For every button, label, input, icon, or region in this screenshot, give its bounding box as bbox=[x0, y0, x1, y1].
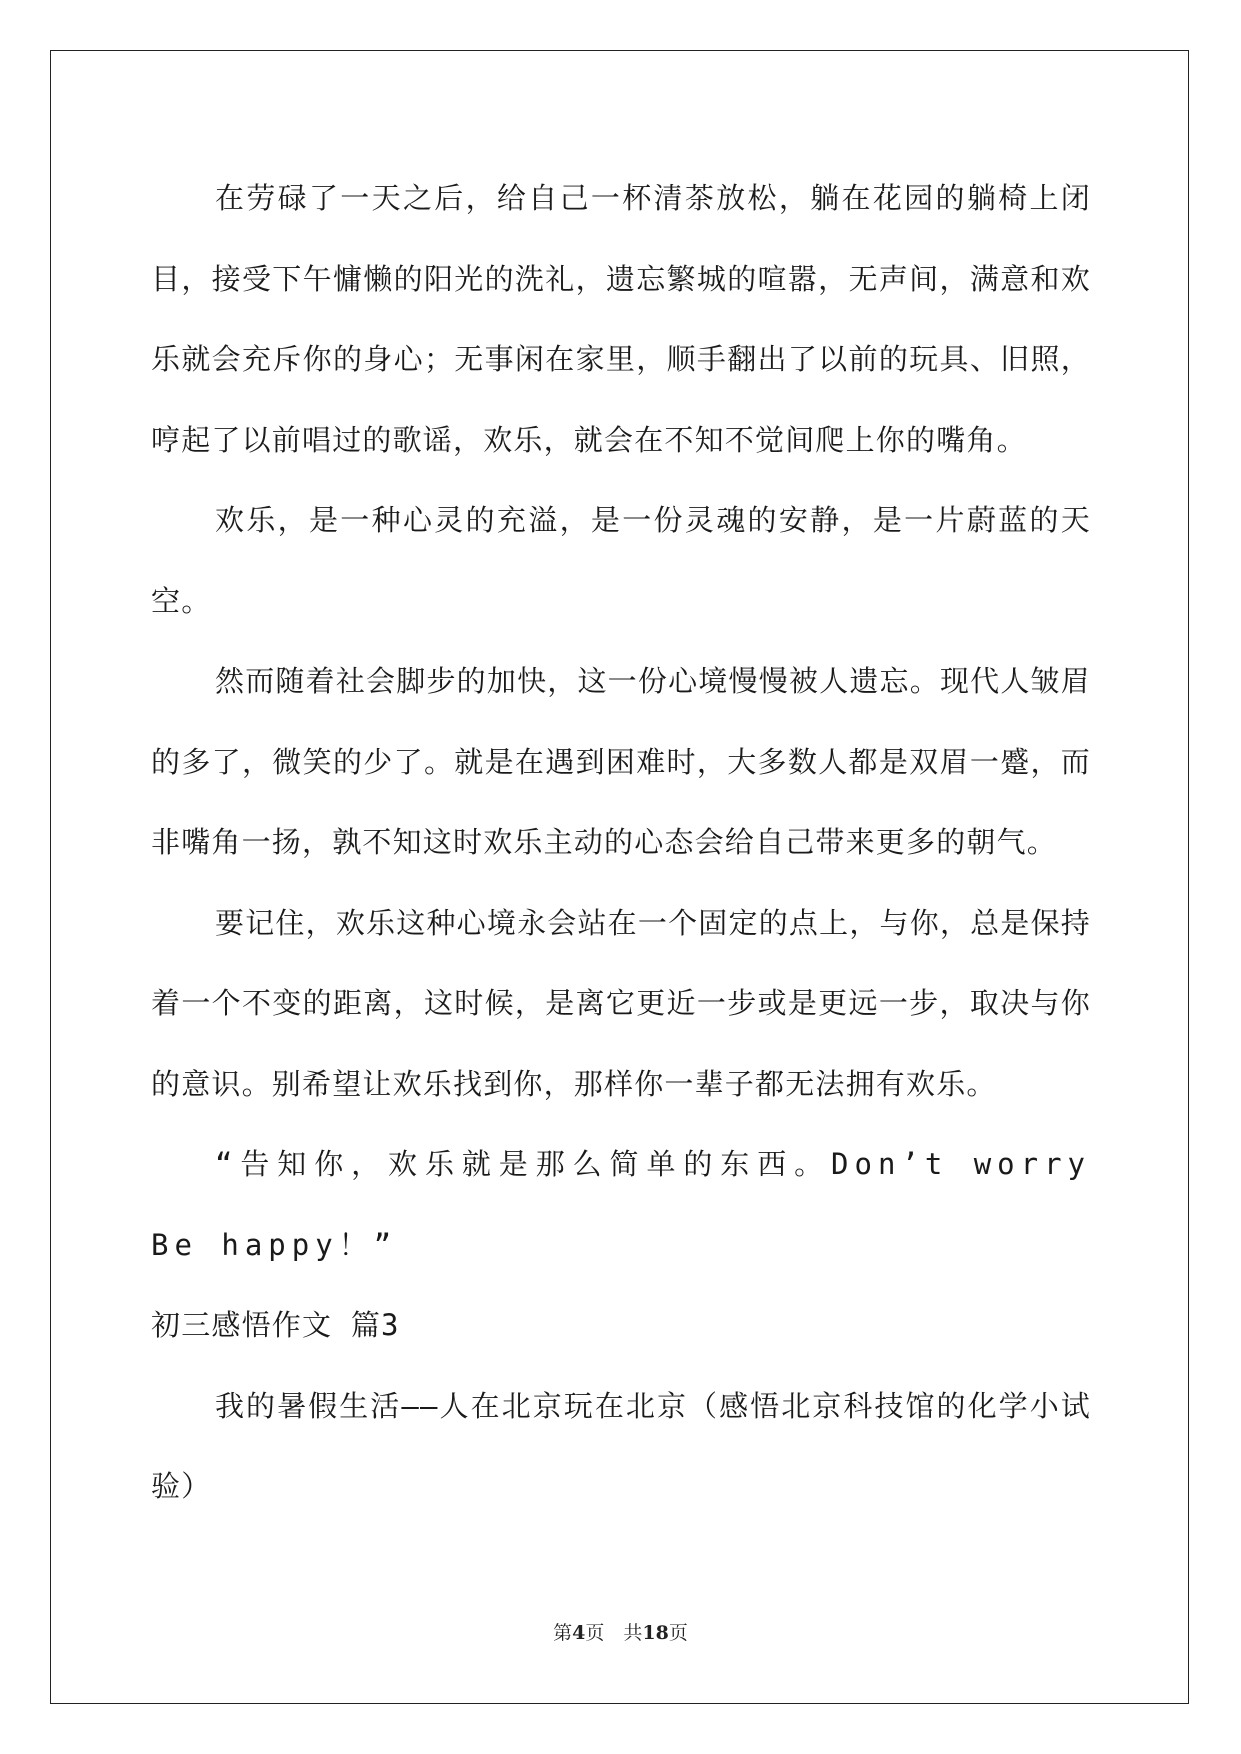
footer-total-pages: 18 bbox=[642, 1622, 669, 1644]
page-footer bbox=[0, 1618, 1241, 1645]
paragraph-3: 然而随着社会脚步的加快，这一份心境慢慢被人遗忘。现代人皱眉的多了，微笑的少了。就是在遇到困难时，大多数人都是双眉一蹙，而非嘴角一扬，孰不知这时欢乐主动的心态会给自己带来更多的朝气。 bbox=[151, 664, 1091, 859]
paragraph-4: 要记住，欢乐这种心境永会站在一个固定的点上，与你，总是保持着一个不变的距离，这时候，是离它更近一步或是更远一步，取决与你的意识。别希望让欢乐找到你，那样你一辈子都无法拥有欢乐。 bbox=[151, 905, 1091, 1101]
paragraph-2: 欢乐，是一种心灵的充溢，是一份灵魂的安静，是一片蔚蓝的天空。 bbox=[151, 503, 1091, 618]
section-heading: 初三感悟作文 篇3 bbox=[151, 1308, 400, 1342]
paragraph-5-quote: “告知你，欢乐就是那么简单的东西。Don’t worry Be happy！” bbox=[151, 1147, 1091, 1262]
section-paragraph: 我的暑假生活——人在北京玩在北京（感悟北京科技馆的化学小试验） bbox=[151, 1388, 1091, 1503]
paragraph-1: 在劳碌了一天之后，给自己一杯清茶放松，躺在花园的躺椅上闭目，接受下午慵懒的阳光的洗礼，遗忘繁城的喧嚣，无声间，满意和欢乐就会充斥你的身心；无事闲在家里，顺手翻出了以前的玩具、旧照，哼起了以前唱过的歌谣，欢乐，就会在不知不觉间爬上你的嘴角。 bbox=[151, 181, 1091, 457]
footer-mid: 页 共 bbox=[585, 1622, 643, 1644]
footer-page-number: 4 bbox=[572, 1622, 586, 1644]
document-body bbox=[151, 158, 1091, 1527]
footer-suffix: 页 bbox=[668, 1622, 688, 1644]
footer-prefix: 第 bbox=[553, 1622, 573, 1644]
